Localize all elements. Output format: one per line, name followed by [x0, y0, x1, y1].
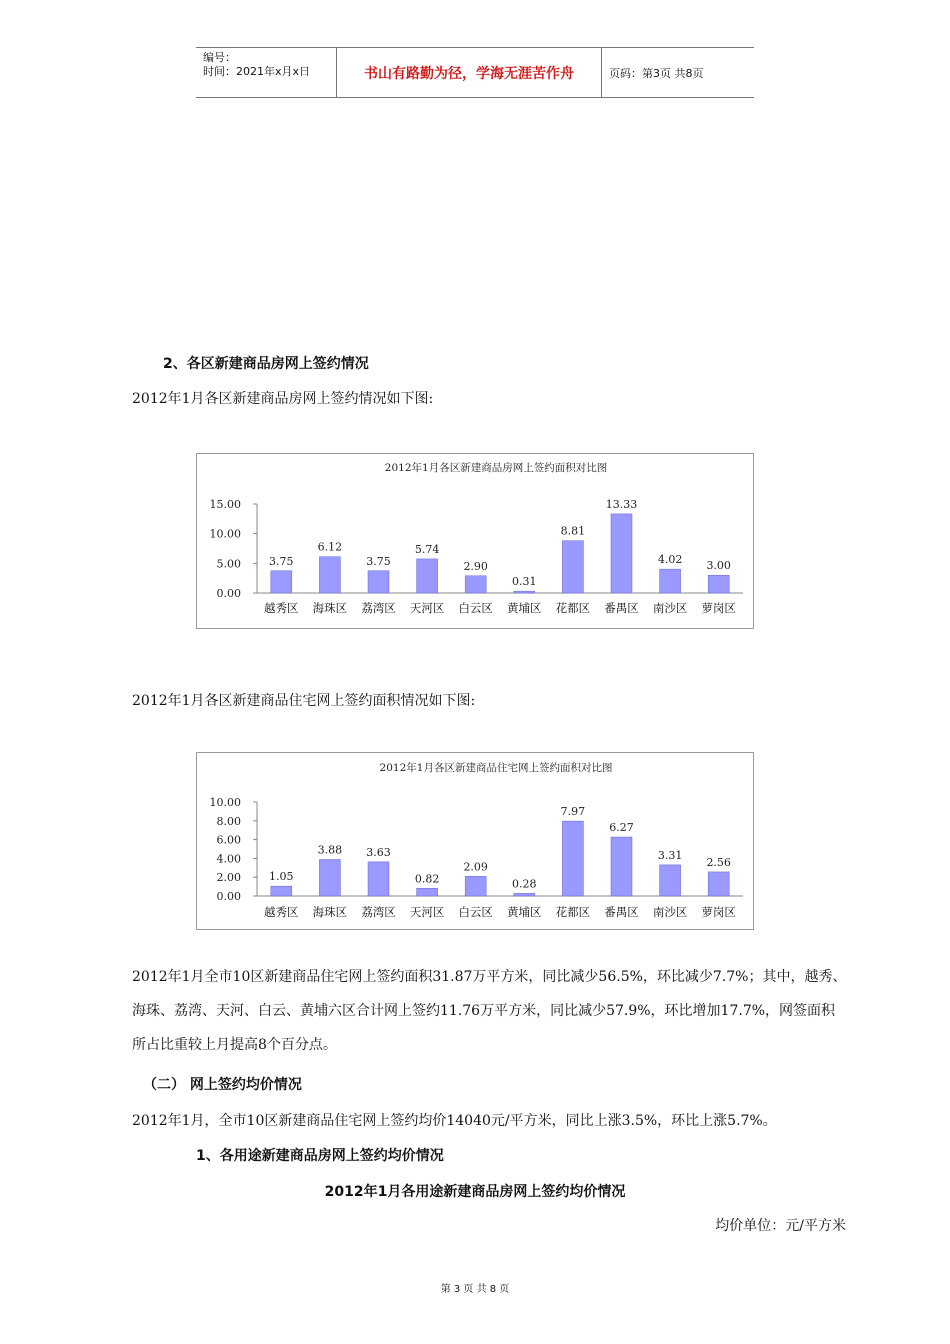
bar — [417, 559, 438, 593]
chart-2-svg — [197, 753, 753, 929]
data-label: 4.02 — [657, 553, 683, 567]
category-label: 萝岗区 — [701, 905, 736, 919]
bar — [271, 886, 292, 896]
data-label: 0.28 — [512, 877, 537, 891]
category-label: 南沙区 — [652, 905, 688, 919]
chart-1 — [196, 453, 754, 629]
bar — [271, 571, 292, 593]
category-label: 花都区 — [555, 905, 591, 919]
y-tick-label: 0.00 — [216, 587, 241, 600]
category-label: 番禺区 — [604, 601, 639, 615]
bar — [465, 876, 486, 896]
bar — [368, 862, 389, 896]
chart-title: 2012年1月各区新建商品住宅网上签约面积对比图 — [379, 762, 613, 774]
data-label: 0.82 — [414, 872, 440, 886]
unit-note: 均价单位：元/平方米 — [715, 1218, 846, 1234]
bar — [319, 557, 340, 593]
category-label: 荔湾区 — [361, 601, 396, 615]
y-tick-label: 4.00 — [216, 852, 241, 866]
bar — [417, 888, 438, 896]
bar — [708, 872, 729, 896]
data-label: 2.56 — [706, 855, 731, 869]
data-label: 3.31 — [657, 848, 683, 862]
data-label: 3.63 — [366, 845, 391, 859]
data-label: 3.00 — [706, 559, 731, 573]
y-tick-label: 15.00 — [209, 498, 241, 511]
heading-average-price: （二） 网上签约均价情况 — [143, 1077, 302, 1093]
chart-2 — [196, 752, 754, 930]
y-tick-label: 8.00 — [216, 814, 241, 828]
data-label: 3.75 — [366, 554, 391, 568]
header-page-code: 页码：第3页 共8页 — [609, 66, 704, 80]
category-label: 黄埔区 — [507, 905, 542, 919]
heading-usage-price: 1、各用途新建商品房网上签约均价情况 — [196, 1148, 444, 1164]
data-label: 6.27 — [609, 821, 634, 835]
data-label: 2.90 — [463, 559, 488, 573]
category-label: 花都区 — [555, 601, 591, 615]
bar — [562, 821, 583, 896]
y-tick-label: 0.00 — [216, 890, 241, 903]
bar — [660, 569, 681, 593]
section-heading: 2、各区新建商品房网上签约情况 — [163, 356, 369, 372]
table-title: 2012年1月各用途新建商品房网上签约均价情况 — [324, 1184, 626, 1200]
bar — [319, 860, 340, 896]
header-info-cell — [196, 48, 337, 97]
category-label: 海珠区 — [312, 601, 348, 615]
category-label: 番禺区 — [604, 905, 639, 919]
data-label: 13.33 — [605, 497, 638, 511]
data-label: 8.81 — [560, 524, 586, 538]
bar — [368, 571, 389, 593]
category-label: 白云区 — [458, 601, 493, 615]
chart2-intro: 2012年1月各区新建商品住宅网上签约面积情况如下图: — [132, 693, 476, 709]
bar — [611, 514, 632, 593]
category-label: 天河区 — [409, 601, 445, 615]
header-motto: 书山有路勤为径，学海无涯苦作舟 — [337, 48, 602, 97]
category-label: 海珠区 — [312, 905, 348, 919]
y-tick-label: 5.00 — [216, 557, 241, 571]
chart1-intro: 2012年1月各区新建商品房网上签约情况如下图: — [132, 391, 434, 407]
category-label: 黄埔区 — [507, 601, 542, 615]
data-label: 0.31 — [512, 575, 537, 589]
page-header — [196, 47, 754, 98]
y-tick-label: 2.00 — [216, 871, 241, 885]
chart-title: 2012年1月各区新建商品房网上签约面积对比图 — [384, 462, 608, 474]
time-label: 时间：2021年x月x日 — [203, 65, 311, 78]
data-label: 1.05 — [269, 870, 294, 884]
category-label: 白云区 — [458, 905, 493, 919]
data-label: 6.12 — [317, 540, 343, 554]
bar — [708, 575, 729, 593]
chart-1-svg — [197, 454, 753, 628]
number-label: 编号： — [203, 51, 236, 64]
page-footer: 第 3 页 共 8 页 — [440, 1284, 510, 1295]
bar — [465, 576, 486, 593]
data-label: 5.74 — [414, 542, 440, 556]
category-label: 越秀区 — [264, 905, 299, 919]
data-label: 3.75 — [269, 554, 294, 568]
data-label: 2.09 — [463, 860, 488, 874]
y-tick-label: 6.00 — [216, 833, 241, 847]
y-tick-label: 10.00 — [209, 796, 241, 809]
bar — [660, 865, 681, 896]
bar — [514, 591, 535, 593]
paragraph-average-price: 2012年1月，全市10区新建商品住宅网上签约均价14040元/平方米，同比上涨3.5%，环比上涨5.7%。 — [132, 1113, 777, 1129]
category-label: 天河区 — [409, 905, 445, 919]
y-tick-label: 10.00 — [209, 527, 241, 541]
data-label: 7.97 — [560, 805, 586, 819]
bar — [562, 541, 583, 593]
bar — [611, 837, 632, 896]
paragraph-residential-area: 2012年1月全市10区新建商品住宅网上签约面积31.87万平方米，同比减少56.5%，环比减少7.7%；其中，越秀、海珠、荔湾、天河、白云、黄埔六区合计网上签约11.76万平方米，同比减少57.9%，环比增加17.7%，网签面积所占比重较上月提高8个百分点。 — [132, 969, 847, 1053]
bar — [514, 893, 535, 896]
category-label: 南沙区 — [652, 601, 688, 615]
category-label: 萝岗区 — [701, 601, 736, 615]
category-label: 越秀区 — [264, 601, 299, 615]
category-label: 荔湾区 — [361, 905, 396, 919]
data-label: 3.88 — [317, 843, 343, 857]
